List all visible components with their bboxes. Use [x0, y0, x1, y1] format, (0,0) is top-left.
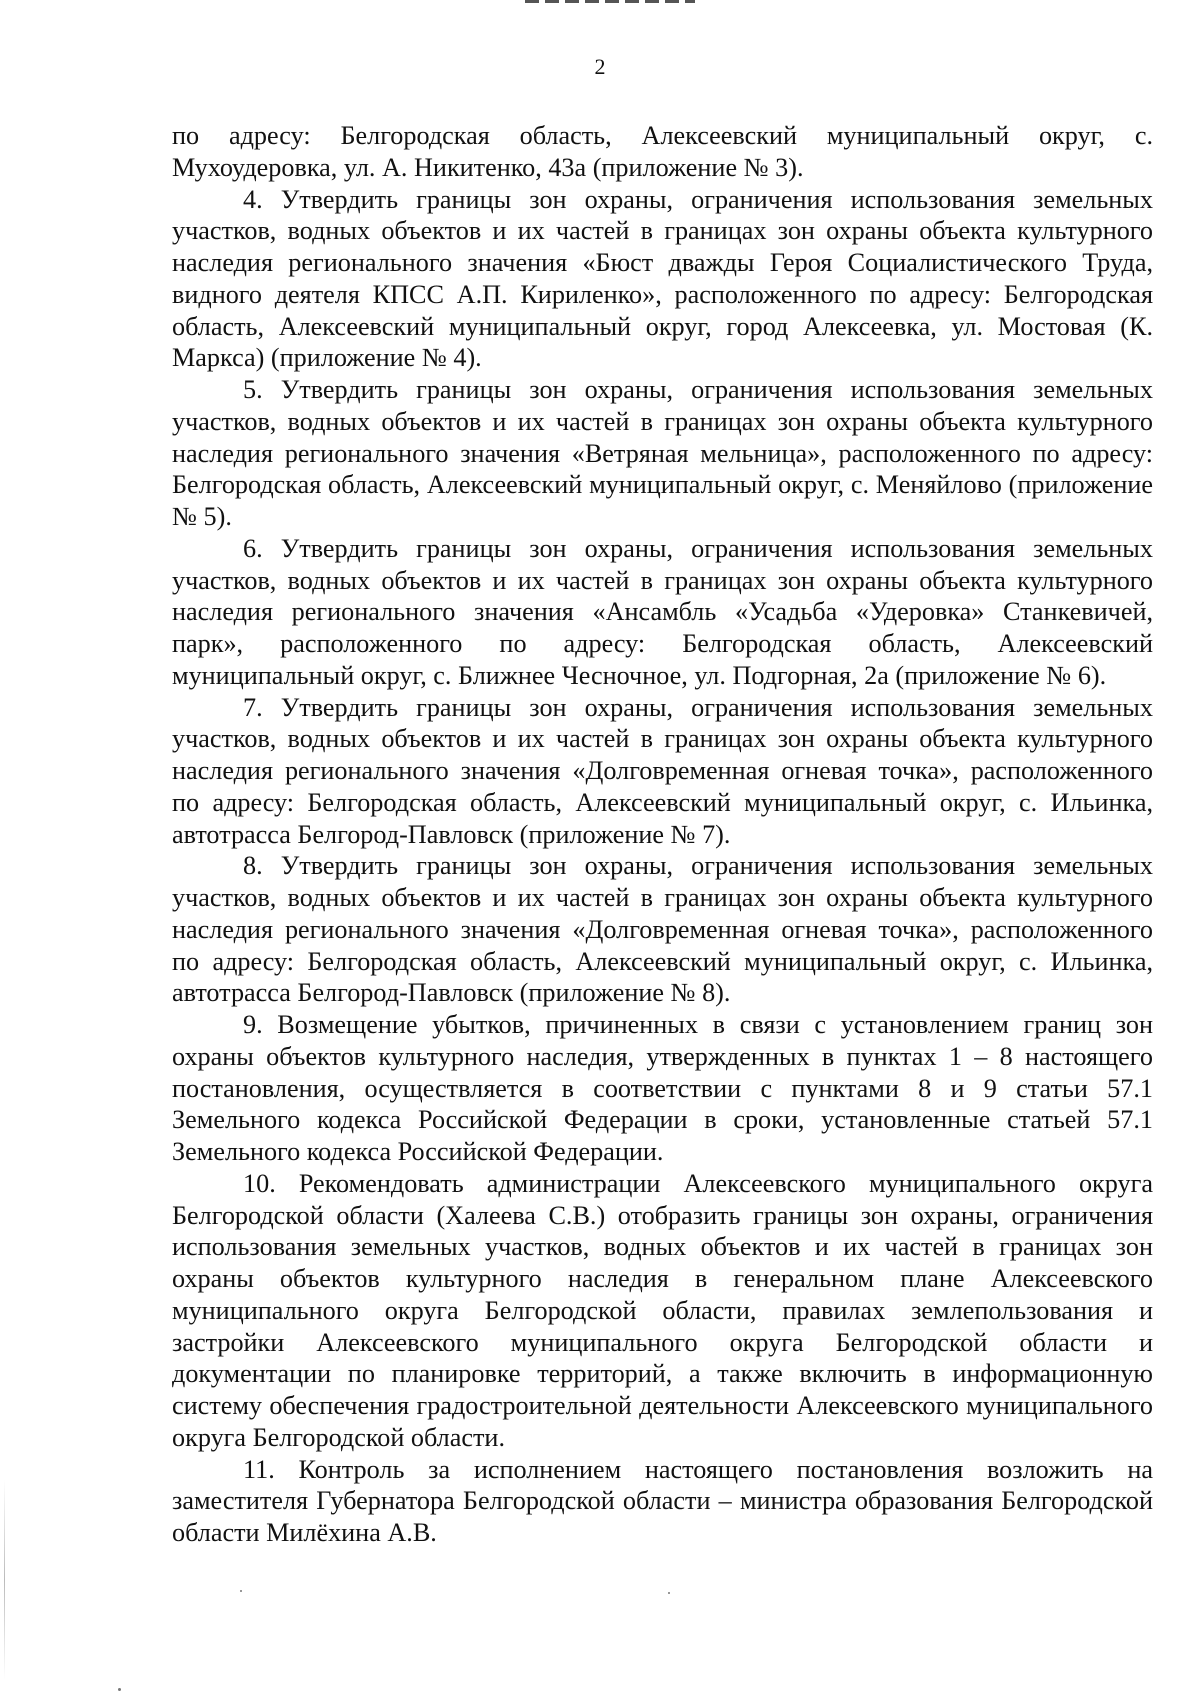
paragraph-item-8: 8. Утвердить границы зон охраны, ограничения использования земельных участков, водных объектов и их частей в границах зон охраны объекта культурного наследия регионального значения «Долговременная огневая точка», расположенного по адресу: Белгородская область, Алексеевский муниципальный округ, с. Ильинка, автотрасса Белгород-Павловск (приложение № 8).	[172, 851, 1153, 1008]
paragraph-item-5: 5. Утвердить границы зон охраны, ограничения использования земельных участков, водных объектов и их частей в границах зон охраны объекта культурного наследия регионального значения «Ветряная мельница», расположенного по адресу: Белгородская область, Алексеевский муниципальный округ, с. Меняйлово (приложение № 5).	[172, 375, 1153, 531]
scan-speck	[118, 1688, 121, 1691]
paragraph-item-6: 6. Утвердить границы зон охраны, ограничения использования земельных участков, водных объектов и их частей в границах зон охраны объекта культурного наследия регионального значения «Ансамбль «Усадьба «Удеровка» Станкевичей, парк», расположенного по адресу: Белгородская область, Алексеевский муниципальный округ, с. Ближнее Чесночное, ул. Подгорная, 2а (приложение № 6).	[172, 533, 1153, 690]
document-body	[172, 120, 1153, 1549]
paragraph-item-10: 10. Рекомендовать администрации Алексеевского муниципального округа Белгородской области (Халеева С.В.) отобразить границы зон охраны, ограничения использования земельных участков, водных объектов и их частей в границах зон охраны объектов культурного наследия в генеральном плане Алексеевского муниципального округа Белгородской области, правилах землепользования и застройки Алексеевского муниципального округа Белгородской области и документации по планировке территорий, а также включить в информационную систему обеспечения градостроительной деятельности Алексеевского муниципального округа Белгородской области.	[172, 1168, 1153, 1452]
paragraph-item-4: 4. Утвердить границы зон охраны, ограничения использования земельных участков, водных объектов и их частей в границах зон охраны объекта культурного наследия регионального значения «Бюст дважды Героя Социалистического Труда, видного деятеля КПСС А.П. Кириленко», расположенного по адресу: Белгородская область, Алексеевский муниципальный округ, город Алексеевка, ул. Мостовая (К. Маркса) (приложение № 4).	[172, 184, 1153, 373]
scan-top-mark	[525, 0, 695, 3]
scan-speck	[668, 1592, 670, 1594]
paragraph-continuation: по адресу: Белгородская область, Алексеевский муниципальный округ, с. Мухоудеровка, ул. А. Никитенко, 43а (приложение № 3).	[172, 121, 1153, 182]
scan-speck	[240, 1590, 242, 1592]
page-number: 2	[594, 54, 606, 79]
scan-edge-line	[4, 1480, 5, 1680]
paragraph-item-11: 11. Контроль за исполнением настоящего постановления возложить на заместителя Губернатора Белгородской области – министра образования Белгородской области Милёхина А.В.	[172, 1454, 1153, 1547]
paragraph-item-9: 9. Возмещение убытков, причиненных в связи с установлением границ зон охраны объектов культурного наследия, утвержденных в пунктах 1 – 8 настоящего постановления, осуществляется в соответствии с пунктами 8 и 9 статьи 57.1 Земельного кодекса Российской Федерации в сроки, установленные статьей 57.1 Земельного кодекса Российской Федерации.	[172, 1010, 1153, 1166]
paragraph-item-7: 7. Утвердить границы зон охраны, ограничения использования земельных участков, водных объектов и их частей в границах зон охраны объекта культурного наследия регионального значения «Долговременная огневая точка», расположенного по адресу: Белгородская область, Алексеевский муниципальный округ, с. Ильинка, автотрасса Белгород-Павловск (приложение № 7).	[172, 692, 1153, 849]
